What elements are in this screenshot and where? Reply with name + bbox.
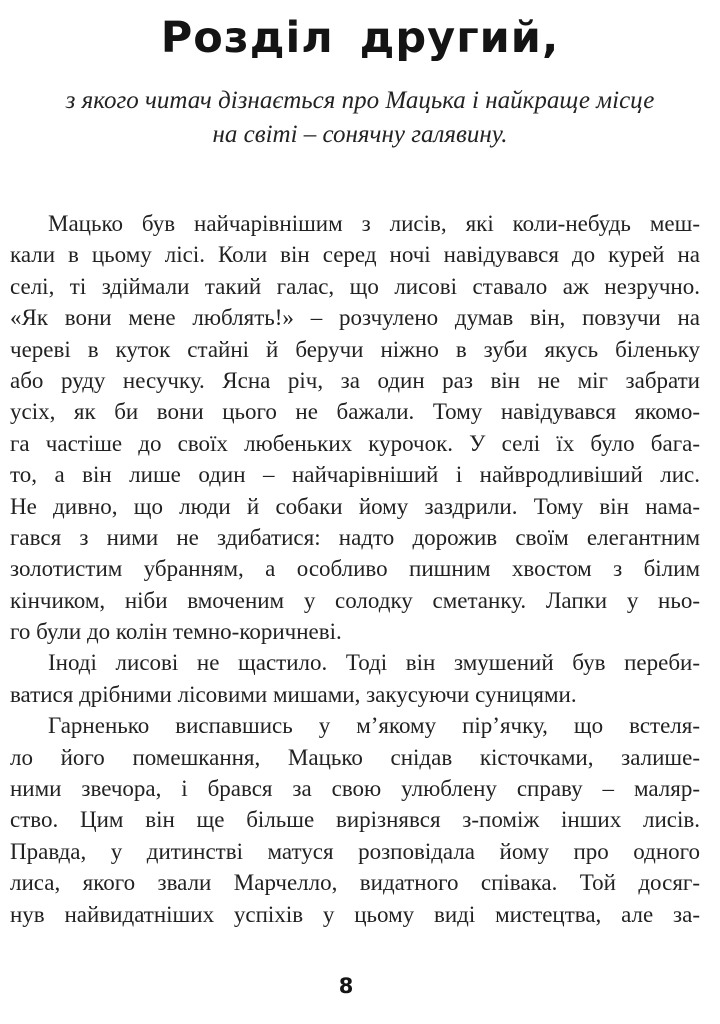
page-number: 8 <box>338 973 354 998</box>
chapter-subtitle-line: з якого читач дізнається про Мацька і найкраще місце <box>65 87 655 114</box>
text-line: кінчиком, ніби вмоченим у солодку сметанку. Лапки у ньо- <box>10 587 700 613</box>
text-line: ватися дрібними лісовими мишами, закусуючи суницями. <box>10 681 577 707</box>
text-line: селі, ті здіймали такий галас, що лисові ставало аж незручно. <box>10 273 700 299</box>
body-text <box>0 208 720 930</box>
paragraph <box>10 208 700 647</box>
text-line: га частіше до своїх любеньких курочок. У селі їх було бага- <box>10 430 700 456</box>
text-line: Правда, у дитинстві матуся розповідала йому про одного <box>10 838 700 864</box>
text-line: ство. Цим він ще більше вирізнявся з-поміж інших лисів. <box>10 807 700 833</box>
text-line: то, а він лише один – найчарівніший і найвродливіший лис. <box>10 462 700 488</box>
text-line: «Як вони мене люблять!» – розчулено думав він, повзучи на <box>10 305 700 331</box>
chapter-subtitle <box>0 84 720 152</box>
text-line: ло його помешкання, Мацько снідав кісточками, залише- <box>10 744 700 770</box>
text-line: го були до колін темно-коричневі. <box>10 619 342 645</box>
text-line: Не дивно, що люди й собаки йому заздрили. Тому він нама- <box>10 493 700 519</box>
paragraph <box>10 710 700 930</box>
text-line: лиса, якого звали Марчелло, видатного співака. Той досяг- <box>10 870 700 896</box>
paragraph <box>10 647 700 710</box>
text-line: або руду несучку. Ясна річ, за один раз він не міг забрати <box>10 367 700 393</box>
text-line: гався з ними не здибатися: надто дорожив своїм елегантним <box>10 524 700 550</box>
text-line: нув найвидатніших успіхів у цьому виді мистецтва, але за- <box>10 901 700 927</box>
chapter-title: Розділ другий, <box>160 13 560 63</box>
text-line: Гарненько виспавшись у м’якому пір’ячку, що встеля- <box>48 713 700 739</box>
text-line: усіх, як би вони цього не бажали. Тому навідувався якомо- <box>10 399 700 425</box>
chapter-subtitle-line: на світі – сонячну галявину. <box>212 121 508 148</box>
text-line: ними звечора, і брався за свою улюблену справу – маляр- <box>10 776 700 802</box>
text-line: Мацько був найчарівнішим з лисів, які коли-небудь меш- <box>48 211 700 236</box>
text-line: кали в цьому лісі. Коли він серед ночі навідувався до курей на <box>10 242 700 268</box>
text-line: золотистим убранням, а особливо пишним хвостом з білим <box>10 556 700 582</box>
text-line: череві в куток стайні й беручи ніжно в зуби якусь біленьку <box>10 336 700 362</box>
text-line: Іноді лисові не щастило. Тоді він змушений був переби- <box>48 650 700 676</box>
